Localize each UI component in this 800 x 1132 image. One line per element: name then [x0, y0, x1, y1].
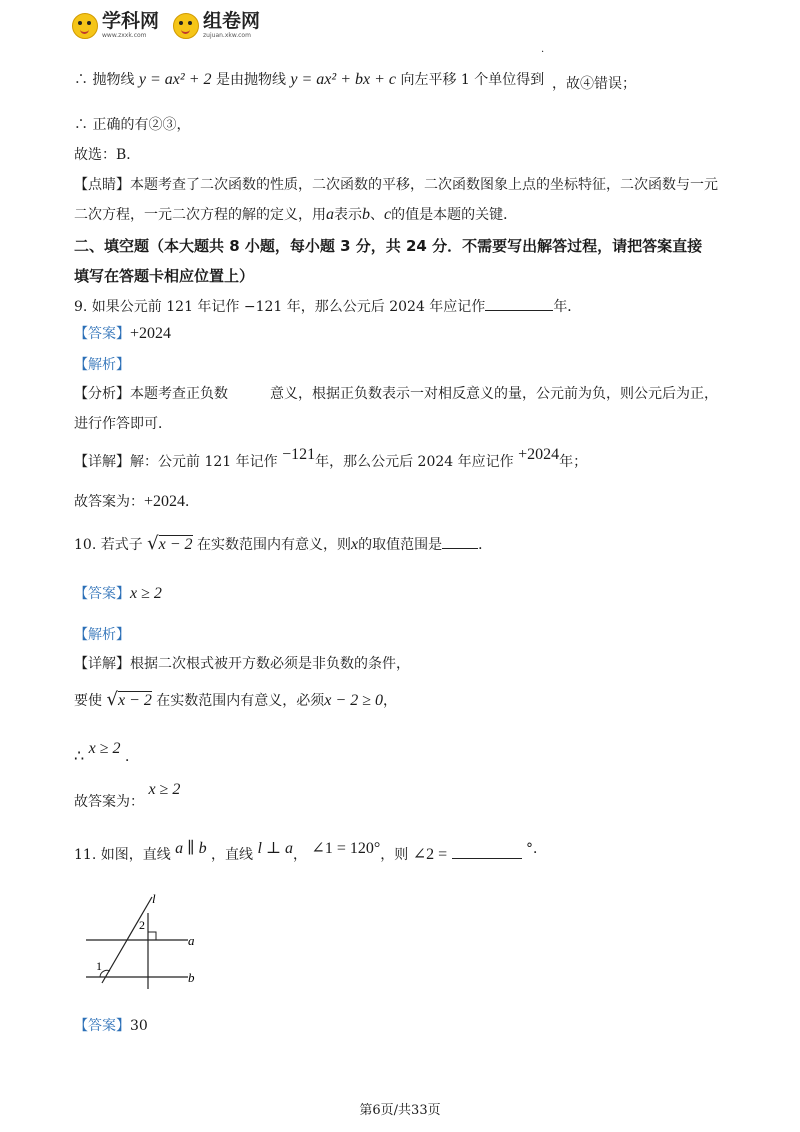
guda-9: 故答案为：+2024． [74, 493, 200, 510]
formula-y-ax2-2: y = ax² + 2 [138, 71, 212, 88]
line-parabola-end: ，故④错误； [552, 76, 636, 92]
question-11: 11. 如图，直线 a ∥ b ，直线 l ⊥ a， ∠1 = 120°，则 ∠2 = °． [74, 840, 548, 863]
header-dot: . [541, 44, 545, 55]
right-angle-mark [148, 932, 156, 940]
line-correct: ∴ 正确的有②③， [74, 117, 191, 133]
fenxi-9-c: 进行作答即可． [74, 416, 172, 432]
label-l: l [152, 891, 156, 906]
logo2-name: 组卷网 [203, 10, 261, 32]
answer-blank-9 [485, 296, 553, 311]
jiexi-10: 【解析】 [74, 627, 130, 643]
jiexi-9: 【解析】 [74, 357, 130, 373]
geometry-figure [80, 885, 220, 995]
logo1-url: www.zxxk.com [102, 32, 147, 39]
therefore-10: ∴ x ≥ 2 ． [74, 740, 139, 765]
fenxi-9-a: 【分析】本题考查正负数 [74, 386, 228, 402]
question-10: 10. 若式子 √x − 2 在实数范围内有意义，则x的取值范围是 ． [74, 533, 493, 554]
label-angle-2: 2 [139, 918, 145, 932]
formula-y-ax2-bx-c: y = ax² + bx + c [290, 71, 396, 88]
answer-11: 【答案】30 [74, 1018, 148, 1034]
question-9: 9. 如果公元前 121 年记作 −121 年，那么公元后 2024 年应记作 年． [74, 296, 581, 317]
line-choice: 故选：B． [74, 147, 141, 163]
answer-10: 【答案】x ≥ 2 [74, 585, 162, 602]
answer-9: 【答案】+2024 [74, 325, 172, 342]
condition-10: 要使 √x − 2 在实数范围内有意义，必须x − 2 ≥ 0， [74, 689, 397, 710]
xiangjie-9: 【详解】解：公元前 121 年记作 −121年，那么公元后 2024 年应记作 +2024年； [74, 446, 588, 470]
fenxi-9-b: 意义，根据正负数表示一对相反意义的量，公元前为负，则公元后为正， [270, 386, 718, 402]
label-b: b [188, 970, 195, 985]
zujuan-logo-icon [173, 13, 199, 39]
label-angle-1: 1 [96, 959, 102, 973]
page-footer: 第6页/共33页 [359, 1103, 441, 1118]
section-heading-1: 二、填空题（本大题共 8 小题，每小题 3 分，共 24 分．不需要写出解答过程，请把答案直接 [74, 237, 703, 255]
answer-blank-11 [452, 844, 522, 859]
logo1-name: 学科网 [102, 10, 160, 32]
xiangjie-10: 【详解】根据二次根式被开方数必须是非负数的条件， [74, 656, 410, 672]
sqrt-symbol: √ [147, 533, 159, 554]
answer-blank-10 [442, 534, 478, 549]
line-dianjing-2: 二次方程，一元二次方程的解的定义，用a表示b、c的值是本题的关键． [74, 206, 518, 223]
label-a: a [188, 933, 195, 948]
guda-10: 故答案为： x ≥ 2 [74, 781, 181, 810]
line-dianjing-1: 【点睛】本题考查了二次函数的性质，二次函数的平移，二次函数图象上点的坐标特征，二次函数与一元 [74, 177, 718, 193]
section-heading-2: 填写在答题卡相应位置上） [74, 267, 255, 285]
line-parabola-shift: ∴ 抛物线 y = ax² + 2 是由抛物线 y = ax² + bx + c 向左平移 1 个单位得到 [74, 71, 545, 88]
zxxk-logo-icon [72, 13, 98, 39]
header-logos [72, 12, 260, 39]
logo2-url: zujuan.xkw.com [203, 32, 251, 39]
